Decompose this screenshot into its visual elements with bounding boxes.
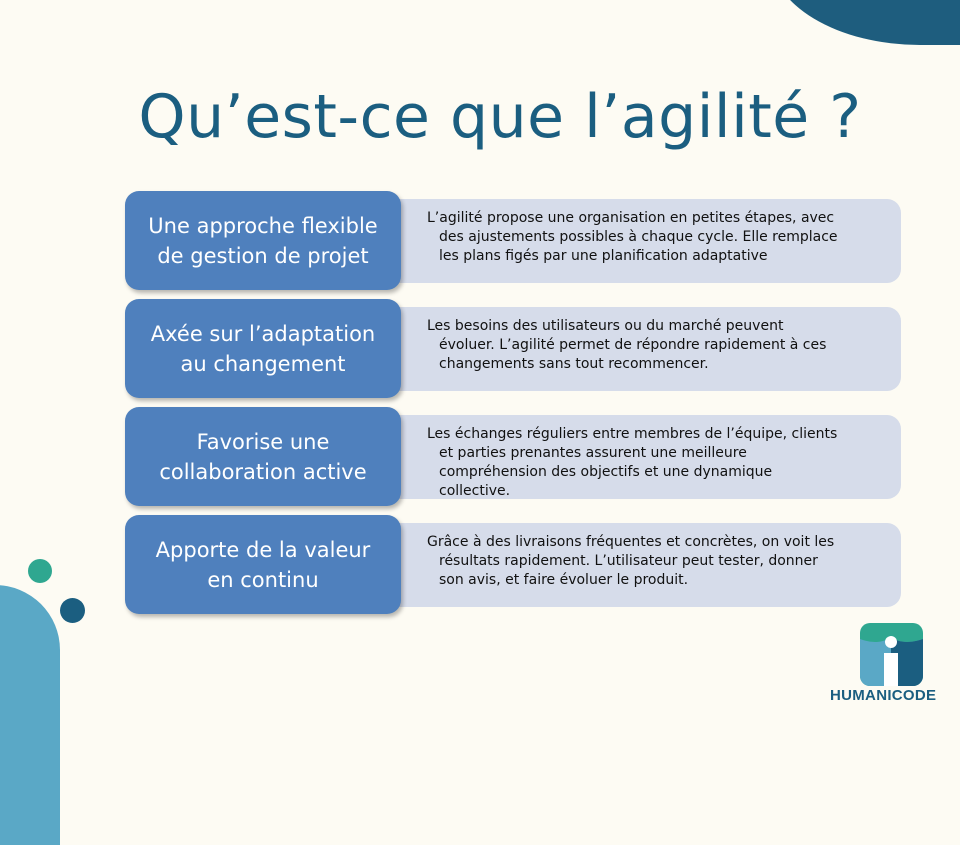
logo-wordmark: HUMANICODE [830, 687, 937, 704]
blue-dot-decoration [60, 598, 85, 623]
agility-item-3 [125, 407, 901, 506]
label-box: Axée sur l’adaptation au changement [125, 299, 401, 398]
left-decoration-shape [0, 585, 60, 845]
agility-item-2 [125, 299, 901, 398]
agility-item-1 [125, 191, 901, 290]
description-box [393, 523, 901, 607]
agility-item-4 [125, 515, 901, 614]
humanicode-logo-icon [860, 623, 923, 686]
label-box: Une approche flexible de gestion de projet [125, 191, 401, 290]
description-box [393, 415, 901, 499]
description-text: L’agilité propose une organisation en petites étapes, avec des ajustements possibles à chaque cycle. Elle remplace les plans figés par une planification adaptative [427, 210, 838, 264]
corner-decoration [770, 0, 960, 45]
description-box [393, 307, 901, 391]
description-text: Les besoins des utilisateurs ou du marché peuvent évoluer. L’agilité permet de répondre rapidement à ces changements sans tout recommencer. [427, 318, 827, 372]
green-dot-decoration [28, 559, 52, 583]
description-box [393, 199, 901, 283]
description-text: Les échanges réguliers entre membres de l’équipe, clients et parties prenantes assurent une meilleure compréhension des objectifs et une dynamique collective. [427, 426, 838, 499]
label-box: Apporte de la valeur en continu [125, 515, 401, 614]
description-text: Grâce à des livraisons fréquentes et concrètes, on voit les résultats rapidement. L’utilisateur peut tester, donner son avis, et faire évoluer le produit. [427, 534, 835, 588]
slide-title: Qu’est-ce que l’agilité ? [138, 82, 862, 152]
label-box: Favorise une collaboration active [125, 407, 401, 506]
